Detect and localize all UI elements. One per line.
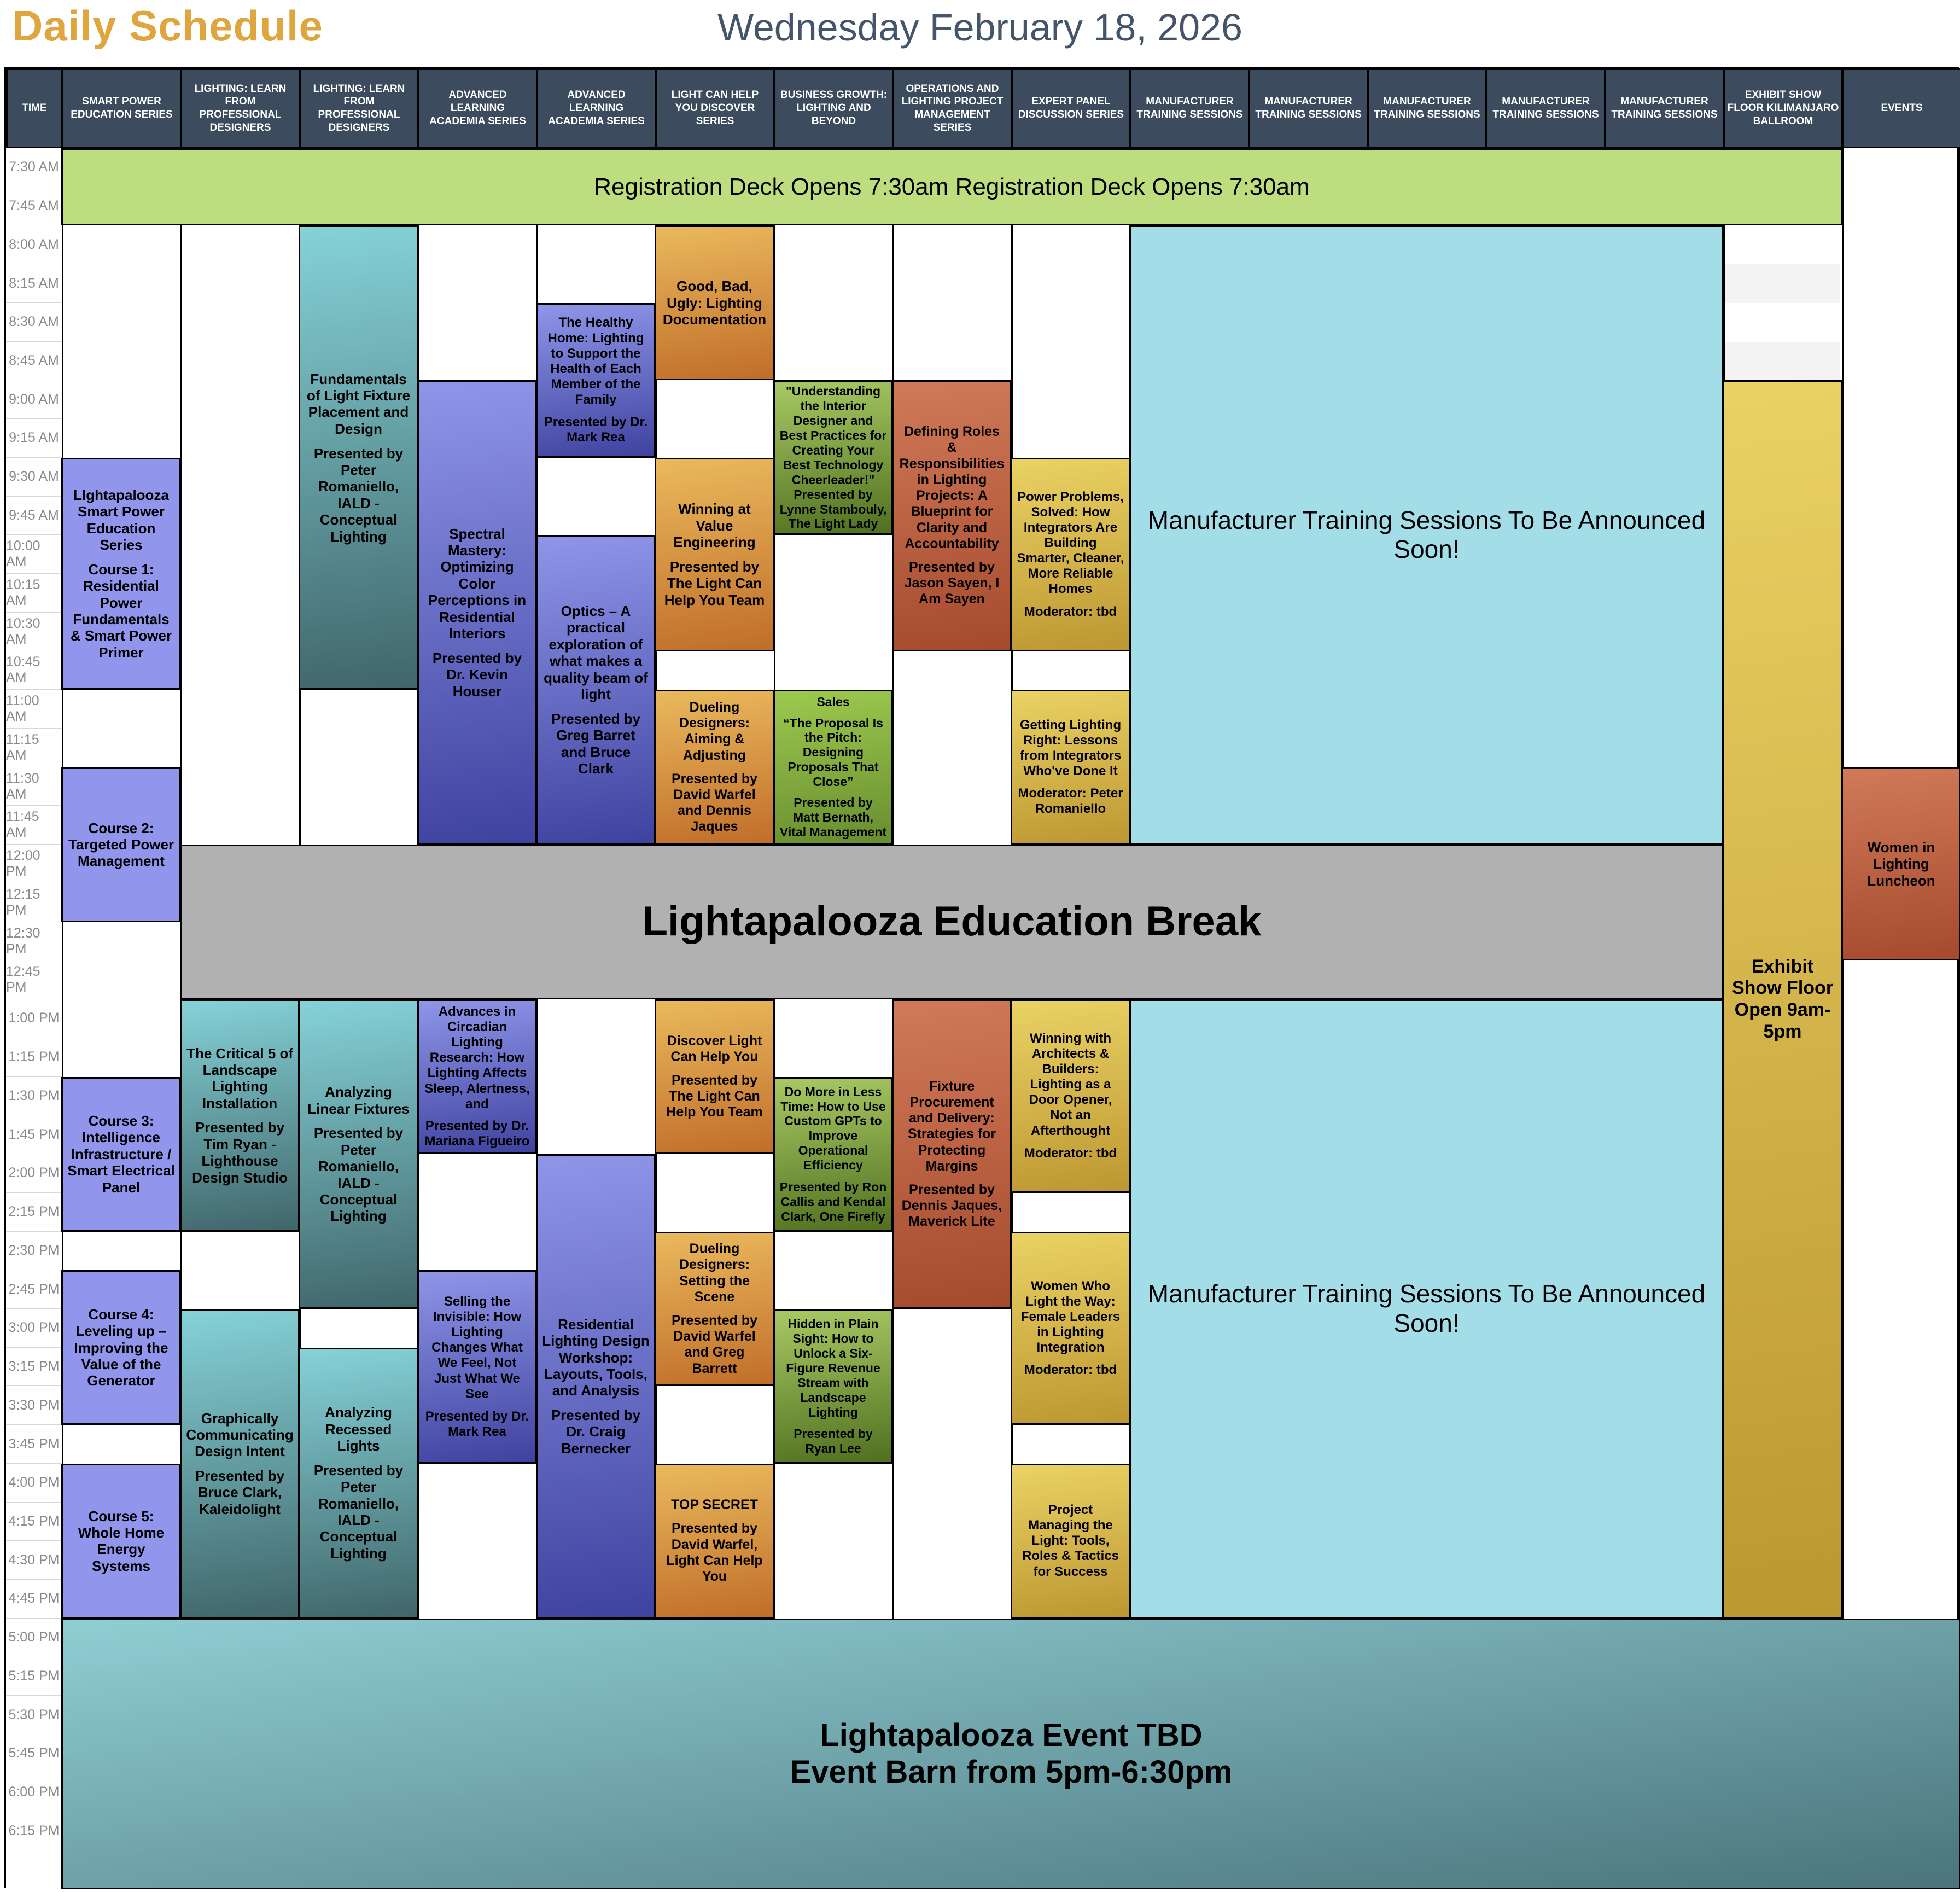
event-text-line: Moderator: Peter Romaniello (1018, 786, 1123, 817)
time-row (6, 845, 62, 883)
column-header-label: BUSINESS GROWTH: LIGHTING AND BEYOND (780, 89, 888, 127)
time-row (6, 419, 62, 458)
event-project-managing-the-light (1011, 1464, 1130, 1619)
column-header-label: OPERATIONS AND LIGHTING PROJECT MANAGEMENT SERIES (901, 83, 1004, 133)
event-text-line: Dueling Designers: Aiming & Adjusting (679, 699, 750, 763)
event-women-in-lighting-luncheon (1841, 767, 1960, 961)
time-label: 11:15 AM (6, 731, 39, 763)
sp (661, 1065, 768, 1073)
time-row (6, 1773, 62, 1812)
time-row (6, 264, 62, 303)
sp (661, 1513, 768, 1521)
time-row (6, 613, 62, 651)
event-text-line: Presented by Matt Bernath, Vital Management (779, 795, 887, 840)
column-header-label: MANUFACTURER TRAINING SESSIONS (1136, 96, 1243, 120)
column-header (418, 68, 538, 148)
time-label: 12:45 PM (6, 964, 40, 996)
time-row (6, 342, 62, 381)
sp (305, 1117, 412, 1125)
event-good-bad-ugly (655, 225, 774, 380)
column-header-label: SMART POWER EDUCATION SERIES (71, 96, 173, 120)
event-text-line: Presented by Ron Callis and Kendal Clark, One Firefly (779, 1179, 887, 1224)
time-label: 4:45 PM (8, 1591, 60, 1606)
event-text-line: Presented by Peter Romaniello, IALD - Conceptual Lighting (313, 1462, 404, 1562)
sp (661, 764, 768, 771)
time-row (6, 1734, 62, 1773)
event-text-line: Analyzing Linear Fixtures (307, 1084, 410, 1117)
event-text-line: Residential Lighting Design Workshop: Layouts, Tools, and Analysis (542, 1315, 650, 1399)
time-label: 2:30 PM (8, 1242, 60, 1258)
sp (542, 407, 650, 415)
event-text-line: Presented by Dr. Mark Rea (544, 415, 648, 445)
event-text-line: Discover Light Can Help You (667, 1033, 762, 1064)
event-analyzing-recessed-lights (299, 1348, 418, 1619)
column-header (299, 68, 419, 148)
time-label: 4:00 PM (8, 1475, 60, 1491)
event-course-2 (61, 767, 181, 922)
time-row (6, 1464, 62, 1503)
event-text-line: Fixture Procurement and Delivery: Strategies for Protecting Margins (907, 1078, 996, 1174)
time-label: 1:30 PM (8, 1087, 60, 1103)
time-row (6, 1425, 62, 1464)
time-label: 4:30 PM (8, 1552, 60, 1568)
event-dueling-designers-aiming (655, 690, 774, 845)
time-label: 1:00 PM (8, 1010, 60, 1026)
time-label: 2:45 PM (8, 1281, 60, 1297)
event-text-line: Presented by Tim Ryan -Lighthouse Design Studio (192, 1119, 288, 1186)
event-text-line: Lightapalooza Event TBD (820, 1717, 1203, 1753)
column-header-label: ADVANCED LEARNING ACADEMIA SERIES (429, 89, 526, 127)
time-row (6, 729, 62, 767)
page-title: Daily Schedule (12, 2, 323, 50)
event-text-line: Presented by The Light Can Help You Team (664, 558, 765, 608)
sp (779, 1419, 887, 1427)
event-course-4 (61, 1270, 181, 1425)
time-row (6, 1193, 62, 1232)
time-row (6, 497, 62, 535)
time-row (6, 1038, 62, 1077)
time-row (6, 922, 62, 961)
event-text-line: Women in Lighting Luncheon (1867, 839, 1935, 889)
sp (423, 1402, 531, 1409)
event-text-line: Presented by David Warfel and Greg Barrett (671, 1312, 757, 1376)
time-label: 6:15 PM (8, 1823, 60, 1838)
time-row (6, 1619, 62, 1657)
event-manufacturer-training-pm (1129, 999, 1724, 1619)
event-graphically-communicating (180, 1309, 300, 1619)
event-course-5 (61, 1464, 181, 1619)
column-header (774, 68, 894, 148)
time-label: 8:00 AM (9, 236, 59, 252)
time-row (6, 1115, 62, 1154)
event-exhibit-show-floor (1723, 380, 1842, 1618)
event-text-line: Presented by Lynne Stambouly, The Light Lady (779, 487, 887, 531)
event-fixture-procurement (892, 999, 1012, 1309)
time-row (6, 574, 62, 613)
time-label: 11:00 AM (6, 693, 39, 725)
event-manufacturer-training-am (1129, 225, 1724, 845)
event-course-1 (61, 458, 181, 690)
column-header (655, 68, 775, 148)
time-row (6, 1154, 62, 1193)
event-dueling-designers-setting (655, 1232, 774, 1387)
event-text-line: Manufacturer Training Sessions To Be Announced Soon! (1147, 505, 1706, 564)
event-text-line: Winning with Architects & Builders: Lighting as a Door Opener, Not an Afterthought (1029, 1031, 1112, 1138)
time-label: 4:15 PM (8, 1513, 60, 1529)
event-text-line: Project Managing the Light: Tools, Roles & Tactics for Success (1022, 1503, 1119, 1579)
time-label: 9:30 AM (9, 469, 59, 485)
event-text-line: Selling the Invisible: How Lighting Changes What We Feel, Not Just What We See (431, 1294, 523, 1401)
time-label: 7:45 AM (9, 198, 59, 214)
time-row (6, 1348, 62, 1387)
event-text-line: Advances in Circadian Lighting Research: How Lighting Affects Sleep, Alertness, and (424, 1004, 530, 1111)
event-text-line: Hidden in Plain Sight: How to Unlock a Six-Figure Revenue Stream with Landscape Lighting (786, 1317, 880, 1419)
event-text-line: Presented by Greg Barret and Bruce Clark (551, 710, 641, 777)
time-label: 6:00 PM (8, 1784, 60, 1800)
time-row (6, 806, 62, 845)
event-text-line: Sales (816, 695, 850, 709)
event-text-line: Presented by David Warfel and Dennis Jaques (671, 771, 757, 835)
event-text-line: Optics – A practical exploration of what makes a quality beam of light (544, 603, 648, 703)
time-label: 5:00 PM (8, 1629, 60, 1645)
event-event-tbd (61, 1619, 1960, 1889)
column-header (180, 68, 300, 148)
page-date: Wednesday February 18, 2026 (718, 6, 1242, 49)
time-row (6, 303, 62, 342)
event-text-line: Presented by David Warfel, Light Can Help You (666, 1521, 763, 1585)
time-label: 3:45 PM (8, 1436, 60, 1452)
event-text-line: Presented by Peter Romaniello, IALD - Conceptual Lighting (313, 445, 404, 545)
time-row (6, 1541, 62, 1580)
event-text-line: Spectral Mastery: Optimizing Color Perceptions in Residential Interiors (428, 525, 527, 642)
column-header-label: MANUFACTURER TRAINING SESSIONS (1611, 96, 1718, 120)
column-header-label: EVENTS (1881, 102, 1923, 114)
exhibit-stripe-845 (1725, 342, 1840, 381)
time-label: 10:30 AM (6, 615, 40, 647)
time-row (6, 1232, 62, 1271)
event-text-line: Presented by Dr. Kevin Houser (432, 649, 522, 700)
sp (779, 789, 887, 795)
time-row (6, 535, 62, 574)
column-header-label: EXHIBIT SHOW FLOOR KILIMANJARO BALLROOM (1727, 89, 1839, 127)
event-registration (61, 148, 1842, 225)
sp (779, 709, 887, 715)
time-label: 12:15 PM (6, 886, 40, 918)
time-label: 8:30 AM (9, 314, 59, 330)
event-text-line: Presented by Dr. Craig Bernecker (551, 1407, 641, 1457)
event-critical-5-landscape (180, 999, 300, 1231)
exhibit-stripe-815 (1725, 264, 1840, 303)
event-text-line: Course 4: Leveling up – Improving the Value of the Generator (74, 1306, 168, 1389)
time-label: 10:15 AM (6, 577, 40, 608)
event-text-line: Course 1: Residential Power Fundamentals & Smart Power Primer (71, 561, 172, 661)
event-text-line: Presented by The Light Can Help You Team (666, 1072, 763, 1120)
event-text-line: Defining Roles & Responsibilities in Lighting Projects: A Blueprint for Clarity and Accountability (899, 424, 1005, 551)
time-label: 12:00 PM (6, 848, 40, 880)
event-residential-lighting-workshop (536, 1154, 656, 1619)
time-label: 7:30 AM (9, 159, 59, 175)
time-label: 3:00 PM (8, 1320, 60, 1336)
event-text-line: Analyzing Recessed Lights (325, 1404, 392, 1454)
time-row (6, 1309, 62, 1348)
time-row (6, 380, 62, 419)
event-text-line: Course 3: Intelligence Infrastructure / Smart Electrical Panel (67, 1113, 175, 1196)
column-header (1842, 68, 1960, 148)
event-text-line: Winning at Value Engineering (673, 500, 756, 551)
time-label: 8:15 AM (9, 275, 59, 291)
event-text-line: Manufacturer Training Sessions To Be Announced Soon! (1147, 1279, 1706, 1337)
time-label: 1:45 PM (8, 1126, 60, 1142)
sp (1017, 1355, 1124, 1363)
event-top-secret (655, 1464, 774, 1619)
time-label: 11:45 AM (6, 809, 39, 841)
column-header (1486, 68, 1606, 148)
time-row (6, 1270, 62, 1309)
sp (423, 1112, 531, 1119)
column-header-label: MANUFACTURER TRAINING SESSIONS (1255, 96, 1362, 120)
event-text-line: Presented by Peter Romaniello, IALD - Conceptual Lighting (313, 1125, 404, 1225)
event-text-line: Moderator: tbd (1024, 604, 1117, 619)
schedule-table (4, 67, 1959, 1888)
time-label: 8:45 AM (9, 353, 59, 369)
time-row (6, 960, 62, 999)
time-label: 5:30 PM (8, 1707, 60, 1722)
time-row (6, 1580, 62, 1619)
column-header (892, 68, 1012, 148)
event-text-line: “The Proposal Is the Pitch: Designing Proposals That Close” (783, 715, 883, 789)
event-text-line: Fundamentals of Light Fixture Placement and Design (306, 370, 411, 437)
event-text-line: Course 2: Targeted Power Management (68, 819, 174, 870)
time-row (6, 999, 62, 1038)
sp (898, 552, 1006, 560)
time-row (6, 1077, 62, 1116)
time-row (6, 1696, 62, 1734)
column-header (1605, 68, 1724, 148)
column-header-label: ADVANCED LEARNING ACADEMIA SERIES (548, 89, 645, 127)
event-text-line: Exhibit Show Floor Open 9am-5pm (1731, 956, 1834, 1042)
event-text-line: Event Barn from 5pm-6:30pm (790, 1754, 1233, 1790)
event-text-line: Good, Bad, Ugly: Lighting Documentation (662, 278, 767, 328)
event-optics-quality-beam (536, 535, 656, 845)
sp (423, 642, 531, 649)
column-header (536, 68, 656, 148)
event-power-problems-solved (1011, 458, 1130, 651)
column-header-label: EXPERT PANEL DISCUSSION SERIES (1018, 96, 1124, 120)
sp (542, 703, 650, 711)
event-understanding-interior-designer (773, 380, 893, 535)
time-label: 3:30 PM (8, 1397, 60, 1413)
event-discover-light-can-help-you (655, 999, 774, 1154)
time-label: 12:30 PM (6, 925, 40, 957)
time-row (6, 1657, 62, 1696)
column-header-label: MANUFACTURER TRAINING SESSIONS (1492, 96, 1599, 120)
event-sales-proposal-pitch (773, 690, 893, 845)
column-header-label: TIME (22, 102, 47, 114)
sp (779, 1173, 887, 1180)
time-label: 2:00 PM (8, 1165, 60, 1181)
time-label: 1:15 PM (8, 1049, 60, 1065)
column-header (1011, 68, 1131, 148)
time-label: 9:45 AM (9, 507, 59, 523)
event-winning-with-architects (1011, 999, 1130, 1193)
time-row (6, 651, 62, 690)
time-row (6, 1503, 62, 1541)
time-label: 5:45 PM (8, 1745, 60, 1761)
column-header (1249, 68, 1368, 148)
event-text-line: Presented by Ryan Lee (794, 1427, 873, 1456)
event-text-line: "Understanding the Interior Designer and Best Practices for Creating Your Best Technology Cheerleader!" (779, 384, 887, 487)
sp (305, 437, 412, 445)
time-label: 5:15 PM (8, 1668, 60, 1684)
sp (542, 1399, 650, 1407)
event-women-who-light-the-way (1011, 1232, 1130, 1425)
event-text-line: Registration Deck Opens 7:30am Registration Deck Opens 7:30am (594, 173, 1310, 200)
event-text-line: Presented by Dr. Mariana Figueiro (424, 1118, 530, 1149)
time-row (6, 883, 62, 922)
event-spectral-mastery (417, 380, 537, 845)
event-healthy-home (536, 303, 656, 458)
sp (661, 551, 768, 558)
event-text-line: Presented by Jason Sayen, I Am Sayen (904, 559, 1000, 607)
time-row (6, 1386, 62, 1425)
event-text-line: Power Problems, Solved: How Integrators Are Building Smarter, Cleaner, More Reliable Homes (1017, 489, 1124, 597)
event-getting-lighting-right (1011, 690, 1130, 845)
event-text-line: Dueling Designers: Setting the Scene (679, 1241, 750, 1305)
column-header-time (6, 68, 63, 148)
column-header (1367, 68, 1487, 148)
time-row (6, 690, 62, 729)
event-winning-value-engineering (655, 458, 774, 651)
event-selling-the-invisible (417, 1270, 537, 1464)
sp (1017, 597, 1124, 604)
time-row (6, 187, 62, 226)
column-header-label: LIGHT CAN HELP YOU DISCOVER SERIES (671, 89, 759, 127)
sp (186, 1460, 294, 1468)
event-defining-roles (892, 380, 1012, 651)
event-fundamentals-fixture-placement (299, 225, 418, 690)
sp (898, 1174, 1006, 1182)
column-header-label: LIGHTING: LEARN FROM PROFESSIONAL DESIGNERS (313, 83, 405, 133)
event-hidden-in-plain-sight (773, 1309, 893, 1464)
event-text-line: Presented by Dr. Mark Rea (425, 1408, 529, 1439)
event-text-line: Presented by Bruce Clark, Kaleidolight (195, 1468, 285, 1517)
sp (186, 1111, 294, 1119)
event-do-more-in-less-time (773, 1077, 893, 1232)
time-label: 11:30 AM (6, 770, 39, 802)
event-text-line: LIghtapalooza Smart Power Education Series (73, 486, 169, 554)
column-header (1130, 68, 1250, 148)
time-label: 2:15 PM (8, 1204, 60, 1220)
event-course-3 (61, 1077, 181, 1232)
event-text-line: Graphically Communicating Design Intent (186, 1410, 294, 1460)
column-header-label: LIGHTING: LEARN FROM PROFESSIONAL DESIGNERS (194, 83, 287, 133)
time-label: 10:00 AM (6, 538, 40, 570)
time-row (6, 1850, 62, 1889)
sp (67, 554, 175, 561)
event-education-break (180, 845, 1724, 999)
event-text-line: The Healthy Home: Lighting to Support the Health of Each Member of the Family (547, 315, 644, 407)
time-row (6, 148, 62, 187)
time-row (6, 458, 62, 497)
time-row (6, 225, 62, 264)
time-row (6, 1812, 62, 1851)
sp (1017, 779, 1124, 786)
column-header (62, 68, 182, 148)
event-analyzing-linear-fixtures (299, 999, 418, 1309)
sp (1017, 1139, 1124, 1146)
column-header (1723, 68, 1843, 148)
sp (305, 1454, 412, 1462)
event-text-line: Lightapalooza Education Break (642, 898, 1262, 945)
event-text-line: Do More in Less Time: How to Use Custom GPTs to Improve Operational Efficiency (780, 1084, 886, 1173)
time-label: 9:00 AM (9, 391, 59, 407)
event-text-line: TOP SECRET (671, 1497, 758, 1513)
time-label: 9:15 AM (9, 430, 59, 446)
time-label: 10:45 AM (6, 654, 40, 686)
event-circadian-research (417, 999, 537, 1154)
event-text-line: Women Who Light the Way: Female Leaders in Lighting Integration (1020, 1278, 1121, 1355)
event-text-line: Moderator: tbd (1024, 1363, 1117, 1378)
event-text-line: Course 5: Whole Home Energy Systems (78, 1507, 165, 1574)
time-label: 3:15 PM (8, 1359, 60, 1375)
event-text-line: Presented by Dennis Jaques, Maverick Lite (901, 1181, 1002, 1230)
event-text-line: The Critical 5 of Landscape Lighting Installation (186, 1045, 294, 1111)
time-row (6, 767, 62, 806)
sp (661, 1305, 768, 1313)
event-text-line: Getting Lighting Right: Lessons from Integrators Who've Done It (1019, 717, 1122, 779)
column-header-label: MANUFACTURER TRAINING SESSIONS (1374, 96, 1480, 120)
event-text-line: Moderator: tbd (1024, 1145, 1117, 1161)
